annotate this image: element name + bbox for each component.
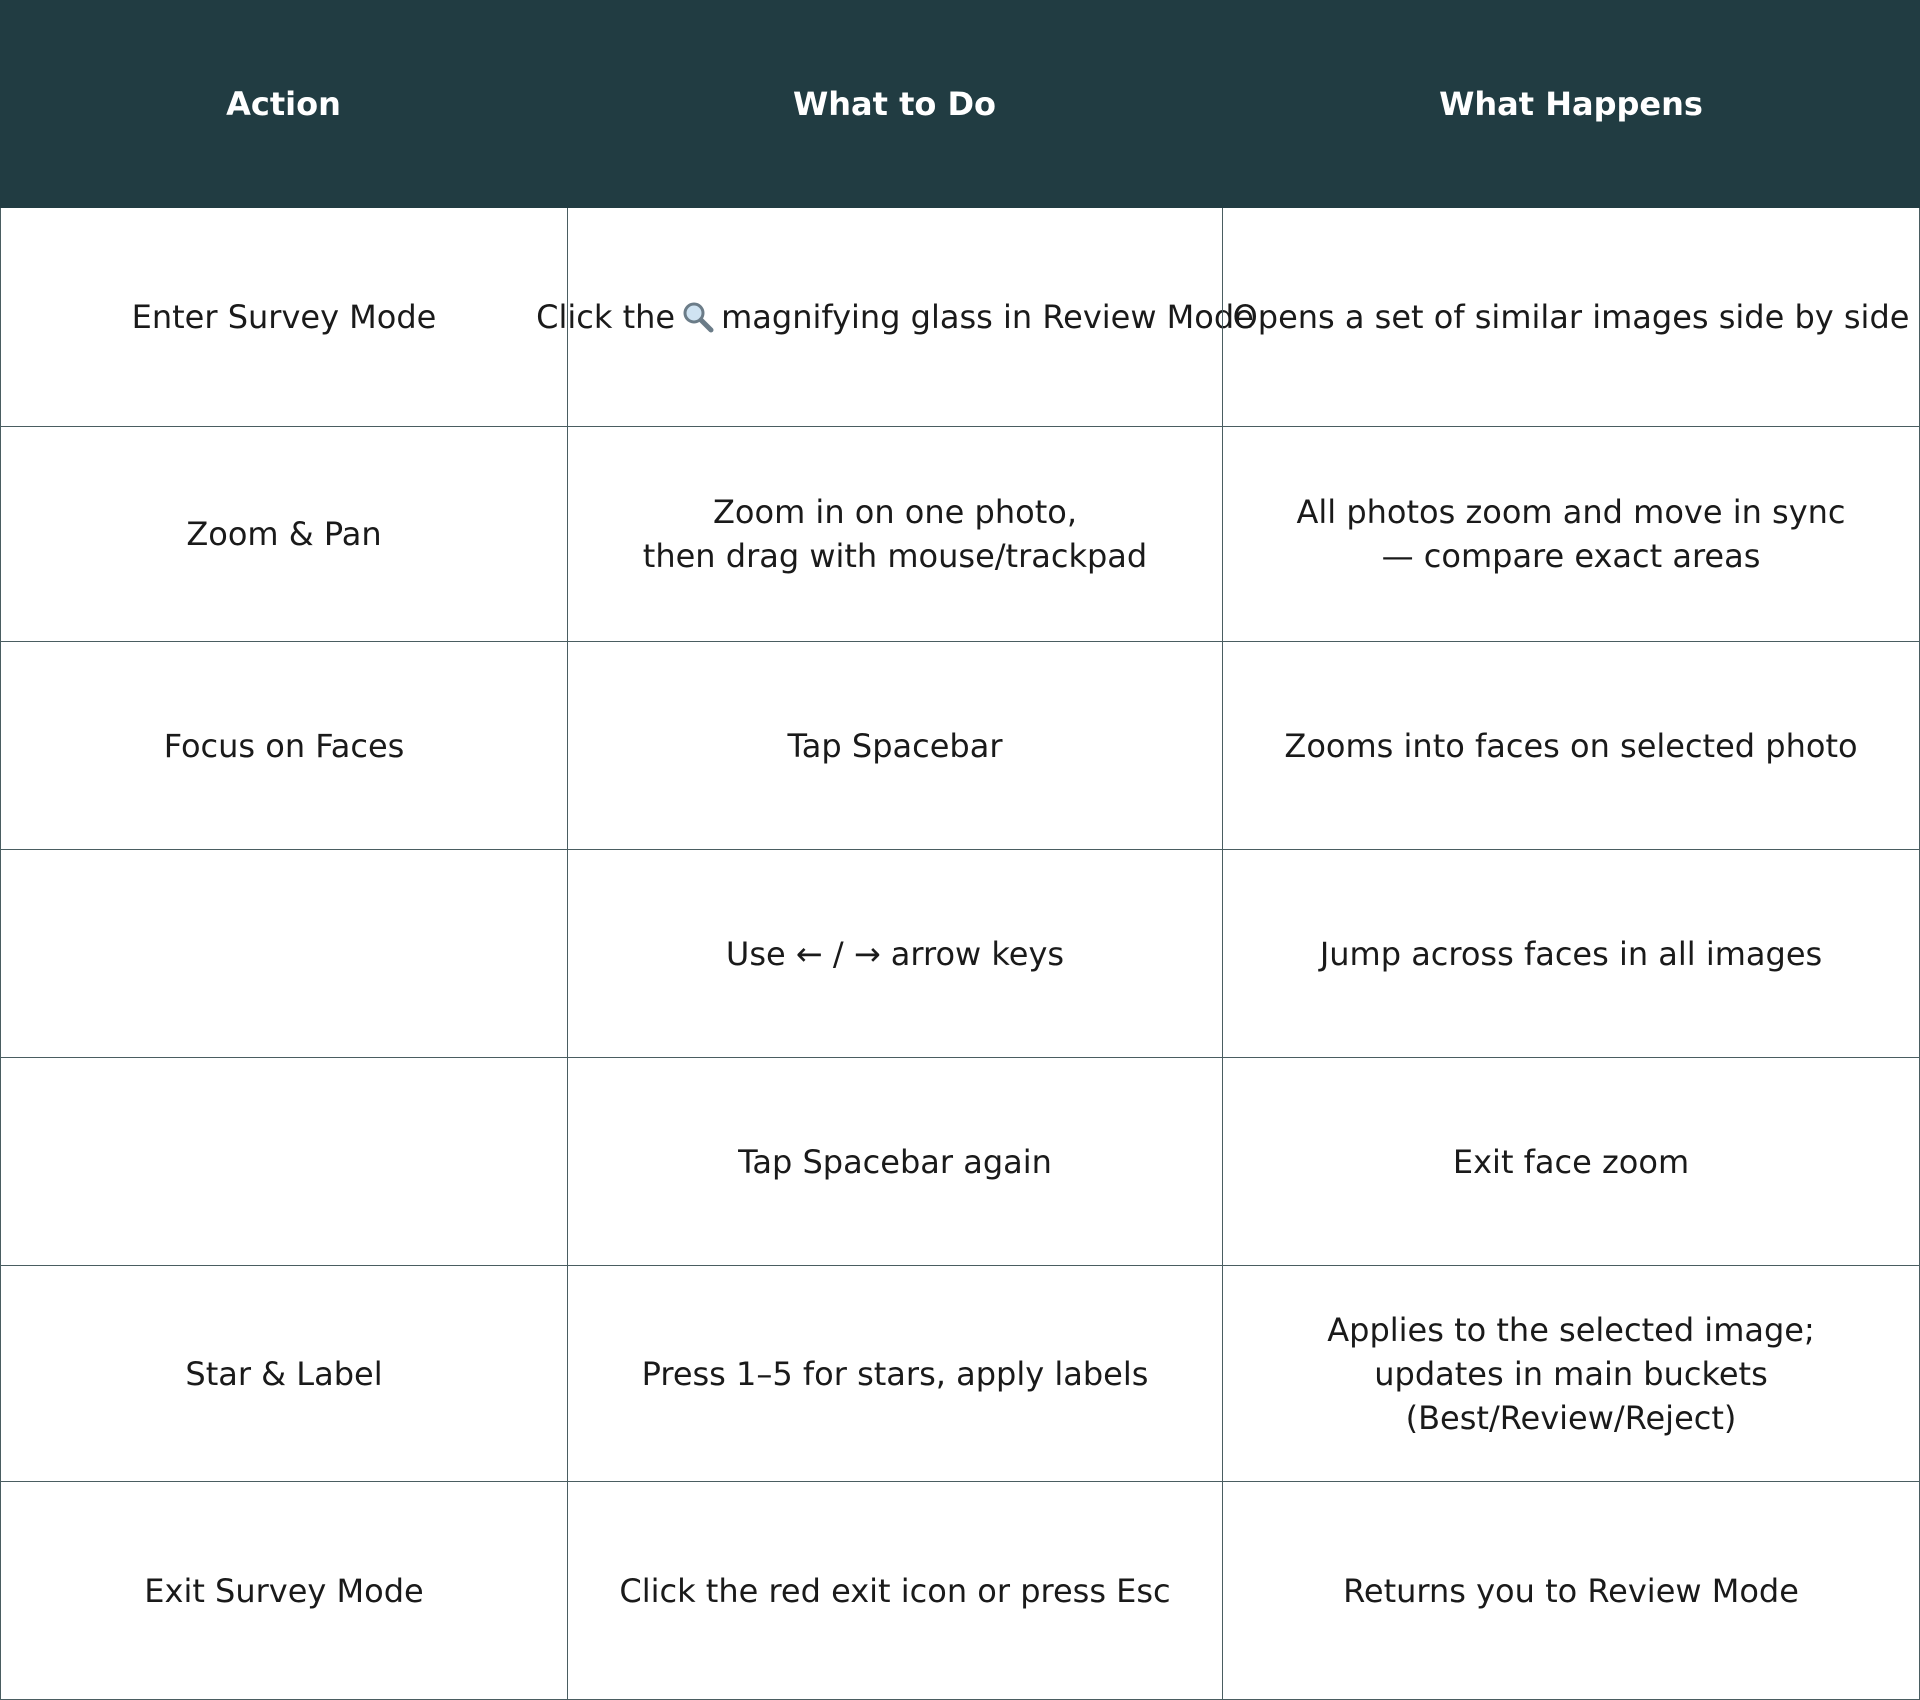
cell-action: Enter Survey Mode [0, 208, 567, 426]
table-header [0, 0, 1920, 208]
header-what-happens: What Happens [1439, 85, 1703, 123]
cell-action: Zoom & Pan [0, 427, 567, 641]
cell-what-to-do: Zoom in on one photo, then drag with mouse/trackpad [567, 427, 1222, 641]
cell-what-happens: Returns you to Review Mode [1222, 1482, 1920, 1699]
table-row [0, 1266, 1920, 1482]
cell-what-happens: Applies to the selected image; updates in main buckets (Best/Review/Reject) [1222, 1266, 1920, 1481]
cell-what-happens: Opens a set of similar images side by side [1222, 208, 1920, 426]
table-row [0, 642, 1920, 850]
table-row [0, 427, 1920, 642]
cell-action: Star & Label [0, 1266, 567, 1481]
cell-what-to-do [536, 208, 1254, 426]
table-row [0, 208, 1920, 427]
cell-what-to-do: Tap Spacebar again [567, 1058, 1222, 1265]
cell-what-happens: Exit face zoom [1222, 1058, 1920, 1265]
cell-text-after: magnifying glass in Review Mode [721, 298, 1254, 336]
cell-action: Focus on Faces [0, 642, 567, 849]
table-row [0, 1058, 1920, 1266]
cell-what-to-do: Tap Spacebar [567, 642, 1222, 849]
cell-text-before: Click the [536, 298, 676, 336]
magnifying-glass-icon [681, 300, 715, 334]
table-row [0, 850, 1920, 1058]
cell-what-to-do: Press 1–5 for stars, apply labels [567, 1266, 1222, 1481]
cell-what-happens: Zooms into faces on selected photo [1222, 642, 1920, 849]
header-action: Action [226, 85, 341, 123]
header-what-to-do: What to Do [792, 85, 997, 123]
table-row [0, 1482, 1920, 1700]
cell-what-to-do: Click the red exit icon or press Esc [567, 1482, 1222, 1699]
cell-what-to-do: Use ← / → arrow keys [567, 850, 1222, 1057]
cell-what-happens: All photos zoom and move in sync — compare exact areas [1222, 427, 1920, 641]
cell-action: Exit Survey Mode [0, 1482, 567, 1699]
cell-what-happens: Jump across faces in all images [1222, 850, 1920, 1057]
cell-action [0, 850, 567, 1057]
cell-action [0, 1058, 567, 1265]
